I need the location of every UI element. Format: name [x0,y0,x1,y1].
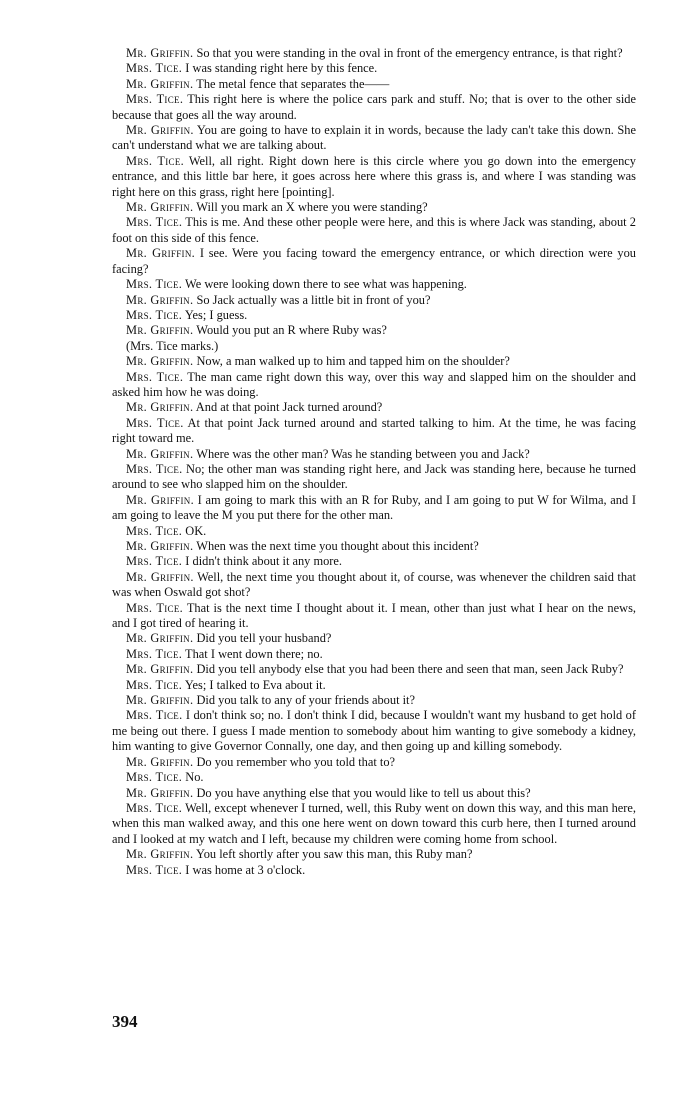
speaker-name: Mrs. Tice. [126,800,183,815]
testimony-text: Did you tell anybody else that you had been there and seen that man, seen Jack Ruby? [196,662,624,677]
testimony-paragraph [112,46,636,61]
testimony-text: Will you mark an X where you were standing? [196,200,428,215]
testimony-paragraph [112,493,636,524]
testimony-paragraph [112,200,636,215]
testimony-paragraph [112,277,636,292]
speaker-name: Mr. Griffin. [126,631,194,646]
testimony-text: This right here is where the police cars park and stuff. No; that is over to the other side because that goes all the way around. [112,92,636,122]
speaker-name: Mrs. Tice. [126,523,183,538]
testimony-text: Well, all right. Right down here is this circle where you go down into the emergency entrance, and this little bar here, it goes across here where this grass is, and where I was standing was right here on this grass, right here [pointing]. [112,153,636,199]
testimony-text: I was home at 3 o'clock. [185,862,306,877]
speaker-name: Mr. Griffin. [126,446,194,461]
speaker-name: Mr. Griffin. [126,754,194,769]
speaker-name: Mr. Griffin. [126,569,194,584]
testimony-text: When was the next time you thought about this incident? [196,539,479,553]
speaker-name: Mr. Griffin. [126,662,194,677]
speaker-name: Mr. Griffin. [126,292,194,307]
speaker-name: Mr. Griffin. [126,46,194,60]
testimony-paragraph [112,400,636,415]
testimony-paragraph [112,61,636,76]
testimony-paragraph [112,354,636,369]
testimony-paragraph [112,570,636,601]
speaker-name: Mr. Griffin. [126,200,194,215]
testimony-text: And at that point Jack turned around? [195,400,383,415]
testimony-text: I am going to mark this with an R for Ruby, and I am going to put W for Wilma, and I am going to leave the M you put there for the other man. [112,492,636,523]
testimony-text: I see. Were you facing toward the emergency entrance, or which direction were you facing? [112,246,636,276]
speaker-name: Mrs. Tice. [126,307,183,322]
speaker-name: Mr. Griffin. [126,847,194,862]
speaker-name: Mr. Griffin. [126,123,194,138]
speaker-name: Mr. Griffin. [126,354,194,369]
testimony-text: Where was the other man? Was he standing between you and Jack? [196,446,530,461]
testimony-text: At that point Jack turned around and started talking to him. At the time, he was facing right toward me. [112,415,637,446]
speaker-name: Mrs. Tice. [126,61,183,76]
speaker-name: Mr. Griffin. [126,76,194,91]
testimony-text: Did you tell your husband? [196,631,332,646]
testimony-paragraph [112,462,636,493]
testimony-paragraph [112,678,636,693]
speaker-name: Mrs. Tice. [126,677,183,692]
testimony-paragraph [112,662,636,677]
testimony-paragraph [112,708,636,754]
testimony-paragraph [112,77,636,92]
testimony-paragraph [112,755,636,770]
speaker-name: Mrs. Tice. [126,600,184,615]
page-number: 394 [112,1012,138,1031]
testimony-paragraph [112,554,636,569]
testimony-paragraph [112,416,636,447]
testimony-text: That I went down there; no. [185,646,323,661]
testimony-paragraph [112,770,636,785]
testimony-paragraph [112,92,636,123]
speaker-name: Mrs. Tice. [126,461,183,476]
speaker-name: Mrs. Tice. [126,277,183,292]
testimony-paragraph [112,154,636,200]
testimony-paragraph [112,370,636,401]
testimony-text: Did you talk to any of your friends about it? [196,693,415,708]
testimony-paragraph [112,308,636,323]
testimony-text: Yes; I guess. [184,307,248,322]
testimony-text: Do you have anything else that you would like to tell us about this? [196,785,531,800]
speaker-name: Mr. Griffin. [126,785,194,800]
speaker-name: Mr. Griffin. [126,323,194,338]
testimony-text: I don't think so; no. I don't think I did, because I wouldn't want my husband to get hold of me being out there. I guess I made mention to somebody about him wanting to give somebody a kidney, him wanting to give Governor Connally, one day, and then going up and killing somebody. [112,708,636,754]
testimony-paragraph [112,215,636,246]
testimony-text: That is the next time I thought about it. I mean, other than just what I hear on the news, and I got tired of hearing it. [112,600,636,631]
testimony-paragraph [112,246,636,277]
speaker-name: Mrs. Tice. [126,215,183,230]
speaker-name: Mrs. Tice. [126,708,183,723]
testimony-text: The metal fence that separates the—— [196,76,390,91]
speaker-name: Mr. Griffin. [126,539,194,553]
speaker-name: Mrs. Tice. [126,369,184,384]
testimony-paragraph [112,323,636,338]
testimony-paragraph [112,647,636,662]
testimony-paragraph [112,786,636,801]
testimony-paragraph [112,447,636,462]
speaker-name: Mrs. Tice. [126,92,184,107]
speaker-name: Mrs. Tice. [126,862,183,877]
speaker-name: Mr. Griffin. [126,400,194,415]
testimony-text: Now, a man walked up to him and tapped him on the shoulder? [196,354,510,369]
testimony-paragraph [112,539,636,554]
testimony-text: This is me. And these other people were here, and this is where Jack was standing, about 2 foot on this side of this fence. [112,215,636,245]
testimony-text: So that you were standing in the oval in front of the emergency entrance, is that right? [196,46,623,60]
testimony-text: Yes; I talked to Eva about it. [184,677,326,692]
speaker-name: Mrs. Tice. [126,646,183,661]
speaker-name: Mr. Griffin. [126,492,194,507]
testimony-text: Well, the next time you thought about it, of course, was whenever the children said that was when Oswald got shot? [112,569,636,600]
speaker-name: Mr. Griffin. [126,246,196,261]
testimony-text: I didn't think about it any more. [185,554,343,569]
testimony-text: Would you put an R where Ruby was? [196,323,387,338]
testimony-paragraph [112,293,636,308]
testimony-text: I was standing right here by this fence. [185,61,378,76]
testimony-text: No. [185,770,204,785]
speaker-name: Mrs. Tice. [126,554,183,569]
testimony-text: The man came right down this way, over this way and slapped him on the shoulder and asked him how he was doing. [112,369,636,399]
testimony-text: So Jack actually was a little bit in front of you? [196,292,431,307]
testimony-paragraph [112,847,636,862]
testimony-text: No; the other man was standing right here, and Jack was standing here, because he turned around to see who slapped him on the shoulder. [112,461,636,492]
testimony-paragraph [112,801,636,847]
testimony-paragraph [112,631,636,646]
speaker-name: Mrs. Tice. [126,415,184,430]
testimony-text: You are going to have to explain it in words, because the lady can't take this down. She can't understand what we are talking about. [112,123,636,153]
testimony-paragraph [112,601,636,632]
speaker-name: Mr. Griffin. [126,693,194,708]
testimony-paragraph [112,123,636,154]
transcript-body [112,46,636,878]
testimony-paragraph [112,693,636,708]
testimony-text: OK. [185,523,207,538]
testimony-text: Do you remember who you told that to? [196,754,396,769]
testimony-text: We were looking down there to see what was happening. [185,277,467,292]
testimony-paragraph [112,524,636,539]
testimony-text: You left shortly after you saw this man, this Ruby man? [196,847,473,862]
testimony-paragraph [112,863,636,878]
speaker-name: Mrs. Tice. [126,770,183,785]
speaker-name: Mrs. Tice. [126,153,185,168]
testimony-text: Well, except whenever I turned, well, this Ruby went on down this way, and this man here, when this man walked away, and this one here went on down toward this curb here, then I turned around and I looked at my watch and I left, because my children were coming home from school. [112,800,636,846]
stage-direction: (Mrs. Tice marks.) [126,338,219,353]
